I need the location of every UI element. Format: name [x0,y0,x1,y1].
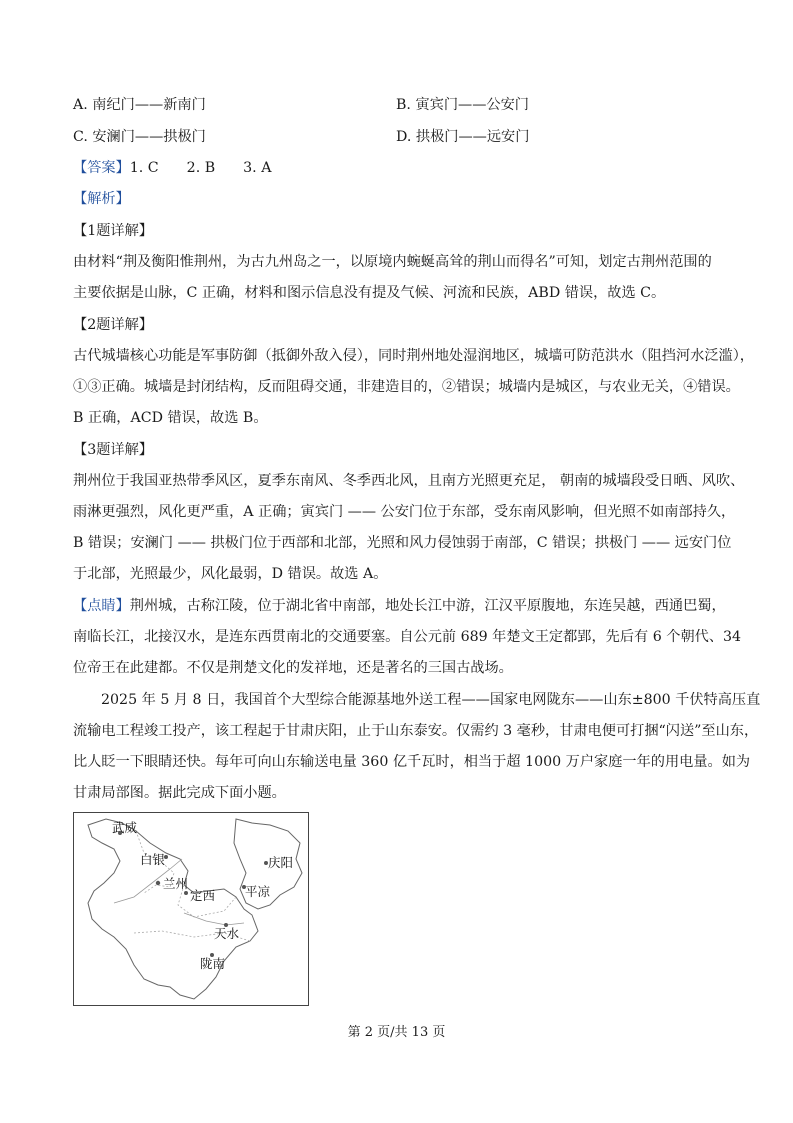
q1-heading: 【1题详解】 [73,223,153,239]
city-label-dingxi: 定西 [190,888,216,903]
q2-heading: 【2题详解】 [73,317,153,333]
q2-text-line: B 正确，ACD 错误，故选 B。 [73,410,268,426]
q3-text-line: 于北部，光照最少，风化最弱，D 错误。故选 A。 [73,566,388,582]
city-label-lanzhou: 兰州 [163,876,189,891]
option-b: B. 寅宾门——公安门 [396,97,529,113]
city-label-baiyin: 白银 [140,852,166,867]
answer-item: 2. B [186,160,216,176]
city-label-qingyang: 庆阳 [268,855,294,870]
city-label-pingliang: 平凉 [245,884,271,899]
passage-line: 比人眨一下眼睛还快。每年可向山东输送电量 360 亿千瓦时，相当于超 1000 万户家庭一年的用电量。如为 [73,754,751,770]
answer-line [73,158,271,178]
tip-text-line: 位帝王在此建都。不仅是荆楚文化的发祥地，还是著名的三国古战场。 [73,660,513,676]
city-label-longnan: 陇南 [200,956,226,971]
city-label-tianshui: 天水 [214,926,240,941]
q1-text-line: 主要依据是山脉，C 正确，材料和图示信息没有提及气候、河流和民族，ABD 错误，故选 C。 [73,285,666,301]
city-label-wuwei: 武威 [112,820,138,835]
gansu-map [73,812,309,1006]
option-c: C. 安澜门——拱极门 [73,129,206,145]
passage-line: 2025 年 5 月 8 日，我国首个大型综合能源基地外送工程——国家电网陇东——山东±800 千伏特高压直 [101,692,761,708]
analysis-heading: 【解析】 [73,191,130,207]
q2-text-line: ①③正确。城墙是封闭结构，反而阻碍交通，非建造目的，②错误；城墙内是城区，与农业无关，④错误。 [73,379,740,395]
tip-line [73,596,726,616]
passage-line: 流输电工程竣工投产，该工程起于甘肃庆阳，止于山东泰安。仅需约 3 毫秒，甘肃电便可打捆“闪送”至山东， [73,723,759,739]
q3-text-line: 雨淋更强烈，风化更严重，A 正确；寅宾门 —— 公安门位于东部，受东南风影响，但光照不如南部持久， [73,504,736,520]
q2-text-line: 古代城墙核心功能是军事防御（抵御外敌入侵），同时荆州地处湿润地区，城墙可防范洪水（阻挡河水泛滥）， [73,348,754,364]
page-footer: 第 2 页/共 13 页 [347,1025,446,1040]
answer-item: 3. A [243,160,272,176]
tip-text: 荆州城，古称江陵，位于湖北省中南部，地处长江中游，江汉平原腹地，东连吴越，西通巴蜀， [129,598,726,614]
q3-heading: 【3题详解】 [73,442,153,458]
passage-line: 甘肃局部图。据此完成下面小题。 [73,785,286,801]
map-outline-graphic [74,813,308,1005]
q3-text-line: 荆州位于我国亚热带季风区，夏季东南风、冬季西北风，且南方光照更充足， 朝南的城墙段受日晒、风吹、 [73,473,745,489]
answer-item: 1. C [129,160,159,176]
q3-text-line: B 错误；安澜门 —— 拱极门位于西部和北部，光照和风力侵蚀弱于南部，C 错误；拱极门 —— 远安门位 [73,535,732,551]
option-a: A. 南纪门——新南门 [73,97,206,113]
tip-text-line: 南临长江，北接汉水，是连东西贯南北的交通要塞。自公元前 689 年楚文王定都郢，先后有 6 个朝代、34 [73,629,742,645]
tip-tag: 【点睛】 [73,598,130,614]
answer-tag: 【答案】 [73,160,130,176]
q1-text-line: 由材料“荆及衡阳惟荆州，为古九州岛之一，以原境内蜿蜒高耸的荆山而得名”可知，划定古荆州范围的 [73,254,712,270]
option-d: D. 拱极门——远安门 [396,129,530,145]
